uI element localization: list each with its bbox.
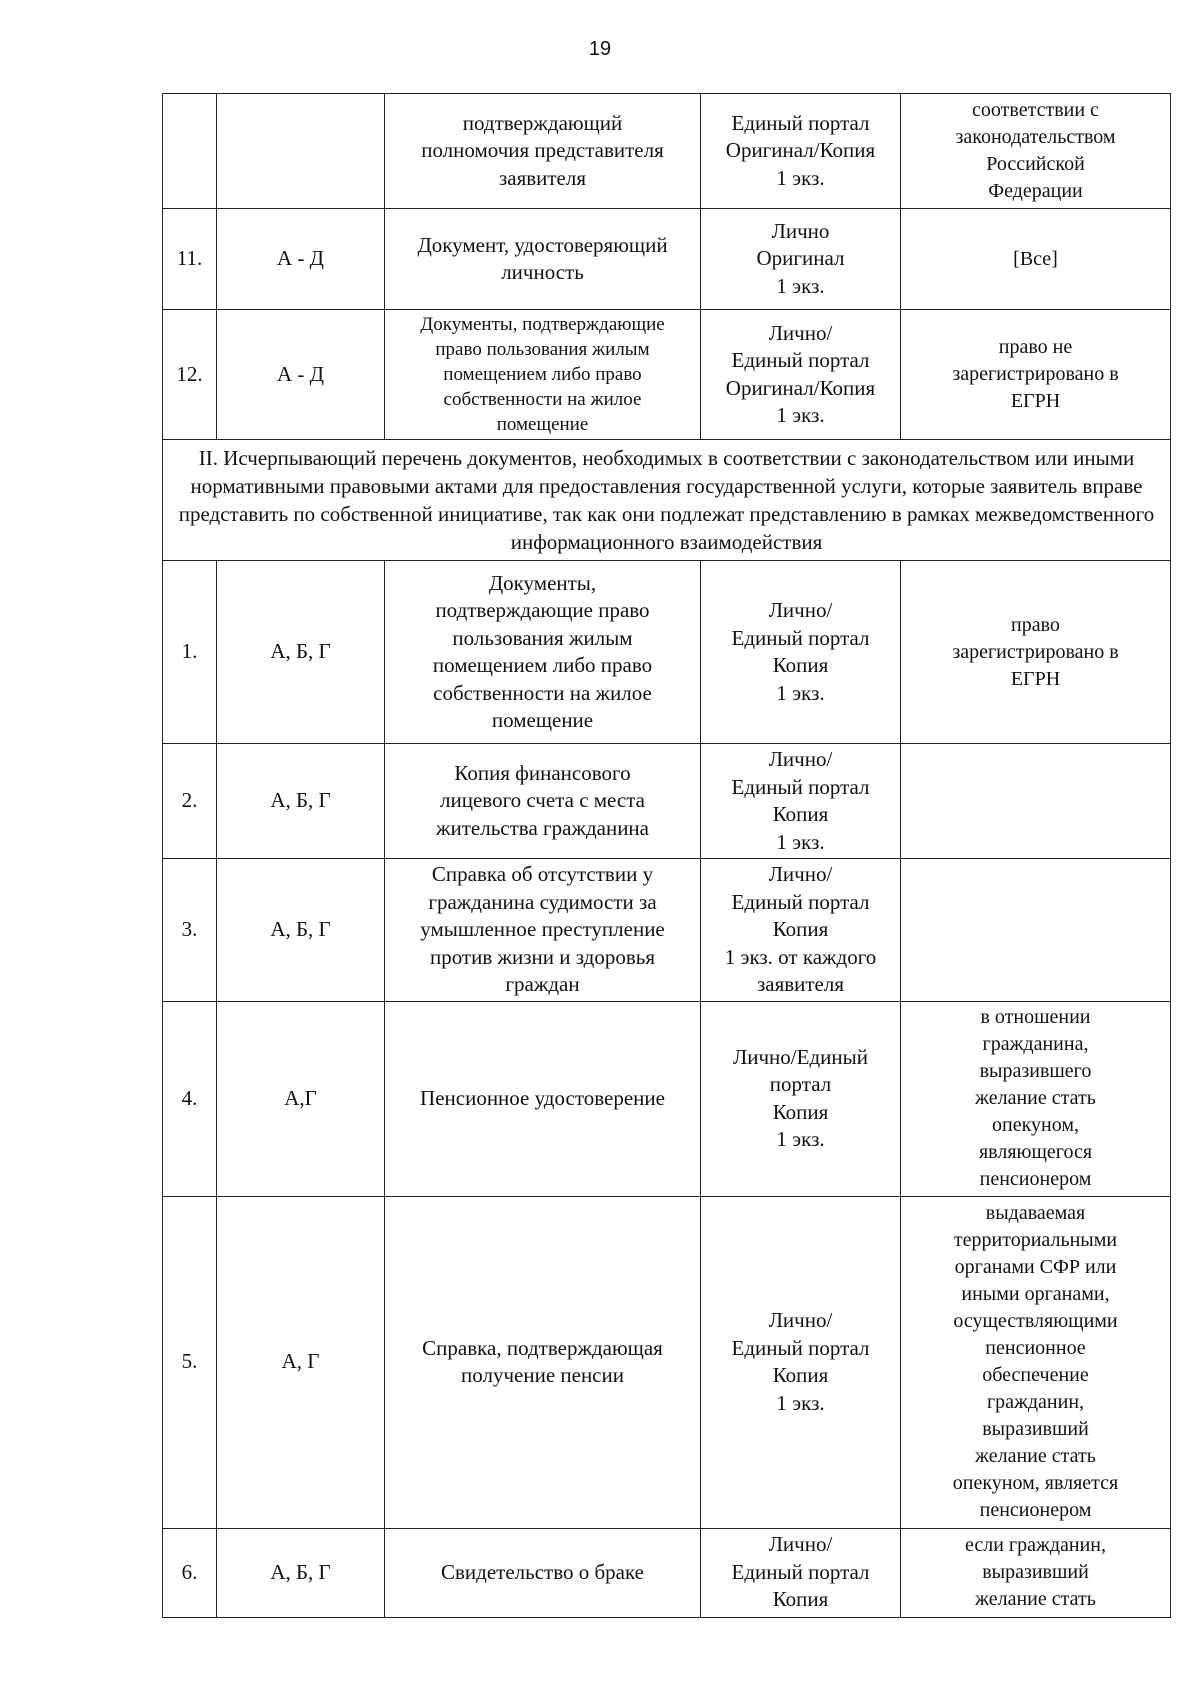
submission-method: Лично/ Единый портал Копия 1 экз.	[701, 561, 901, 744]
document-name: Свидетельство о браке	[385, 1528, 701, 1617]
document-note	[901, 744, 1171, 859]
row-number: 2.	[163, 744, 217, 859]
page-number: 19	[588, 38, 612, 60]
row-number	[163, 94, 217, 209]
table-row	[163, 1001, 1171, 1196]
table-row	[163, 94, 1171, 209]
table-row	[163, 744, 1171, 859]
applicant-category: А, Б, Г	[217, 744, 385, 859]
table-row	[163, 209, 1171, 310]
row-number: 1.	[163, 561, 217, 744]
applicant-category: А, Б, Г	[217, 561, 385, 744]
table-row	[163, 859, 1171, 1002]
applicant-category	[217, 94, 385, 209]
applicant-category: А, Б, Г	[217, 859, 385, 1002]
submission-method: Лично/ Единый портал Оригинал/Копия 1 экз.	[701, 310, 901, 440]
submission-method: Лично/ Единый портал Копия 1 экз.	[701, 1196, 901, 1528]
document-name: Документы, подтверждающие право пользования жилым помещением либо право собственности на жилое помещение	[385, 561, 701, 744]
row-number: 11.	[163, 209, 217, 310]
row-number: 3.	[163, 859, 217, 1002]
table-row	[163, 561, 1171, 744]
row-number: 4.	[163, 1001, 217, 1196]
document-name: Документы, подтверждающие право пользования жилым помещением либо право собственности на жилое помещение	[385, 310, 701, 440]
document-name: Справка, подтверждающая получение пенсии	[385, 1196, 701, 1528]
documents-table	[162, 93, 1171, 1618]
document-name: Пенсионное удостоверение	[385, 1001, 701, 1196]
document-note: в отношении гражданина, выразившего желание стать опекуном, являющегося пенсионером	[901, 1001, 1171, 1196]
document-note: право зарегистрировано в ЕГРН	[901, 561, 1171, 744]
table-row	[163, 310, 1171, 440]
document-note: если гражданин, выразивший желание стать	[901, 1528, 1171, 1617]
applicant-category: А, Г	[217, 1196, 385, 1528]
submission-method: Лично/ Единый портал Копия	[701, 1528, 901, 1617]
submission-method: Лично Оригинал 1 экз.	[701, 209, 901, 310]
row-number: 5.	[163, 1196, 217, 1528]
document-note: выдаваемая территориальными органами СФР или иными органами, осуществляющими пенсионное обеспечение гражданин, выразивший желание стать опекуном, является пенсионером	[901, 1196, 1171, 1528]
section-title: II. Исчерпывающий перечень документов, необходимых в соответствии с законодательством или иными нормативными правовыми актами для предоставления государственной услуги, которые заявитель вправе представить по собственной инициативе, так как они подлежат представлению в рамках межведомственного информационного взаимодействия	[163, 440, 1171, 561]
applicant-category: А, Б, Г	[217, 1528, 385, 1617]
submission-method: Единый портал Оригинал/Копия 1 экз.	[701, 94, 901, 209]
document-name: Документ, удостоверяющий личность	[385, 209, 701, 310]
row-number: 6.	[163, 1528, 217, 1617]
applicant-category: А,Г	[217, 1001, 385, 1196]
applicant-category: А - Д	[217, 310, 385, 440]
document-note	[901, 859, 1171, 1002]
applicant-category: А - Д	[217, 209, 385, 310]
document-name: Копия финансового лицевого счета с места жительства гражданина	[385, 744, 701, 859]
table-row	[163, 1196, 1171, 1528]
document-note: соответствии с законодательством Российской Федерации	[901, 94, 1171, 209]
table-row	[163, 1528, 1171, 1617]
submission-method: Лично/ Единый портал Копия 1 экз. от каждого заявителя	[701, 859, 901, 1002]
document-name: Справка об отсутствии у гражданина судимости за умышленное преступление против жизни и здоровья граждан	[385, 859, 701, 1002]
row-number: 12.	[163, 310, 217, 440]
submission-method: Лично/Единый портал Копия 1 экз.	[701, 1001, 901, 1196]
document-note: право не зарегистрировано в ЕГРН	[901, 310, 1171, 440]
document-note: [Все]	[901, 209, 1171, 310]
section-row	[163, 440, 1171, 561]
submission-method: Лично/ Единый портал Копия 1 экз.	[701, 744, 901, 859]
document-name: подтверждающий полномочия представителя заявителя	[385, 94, 701, 209]
